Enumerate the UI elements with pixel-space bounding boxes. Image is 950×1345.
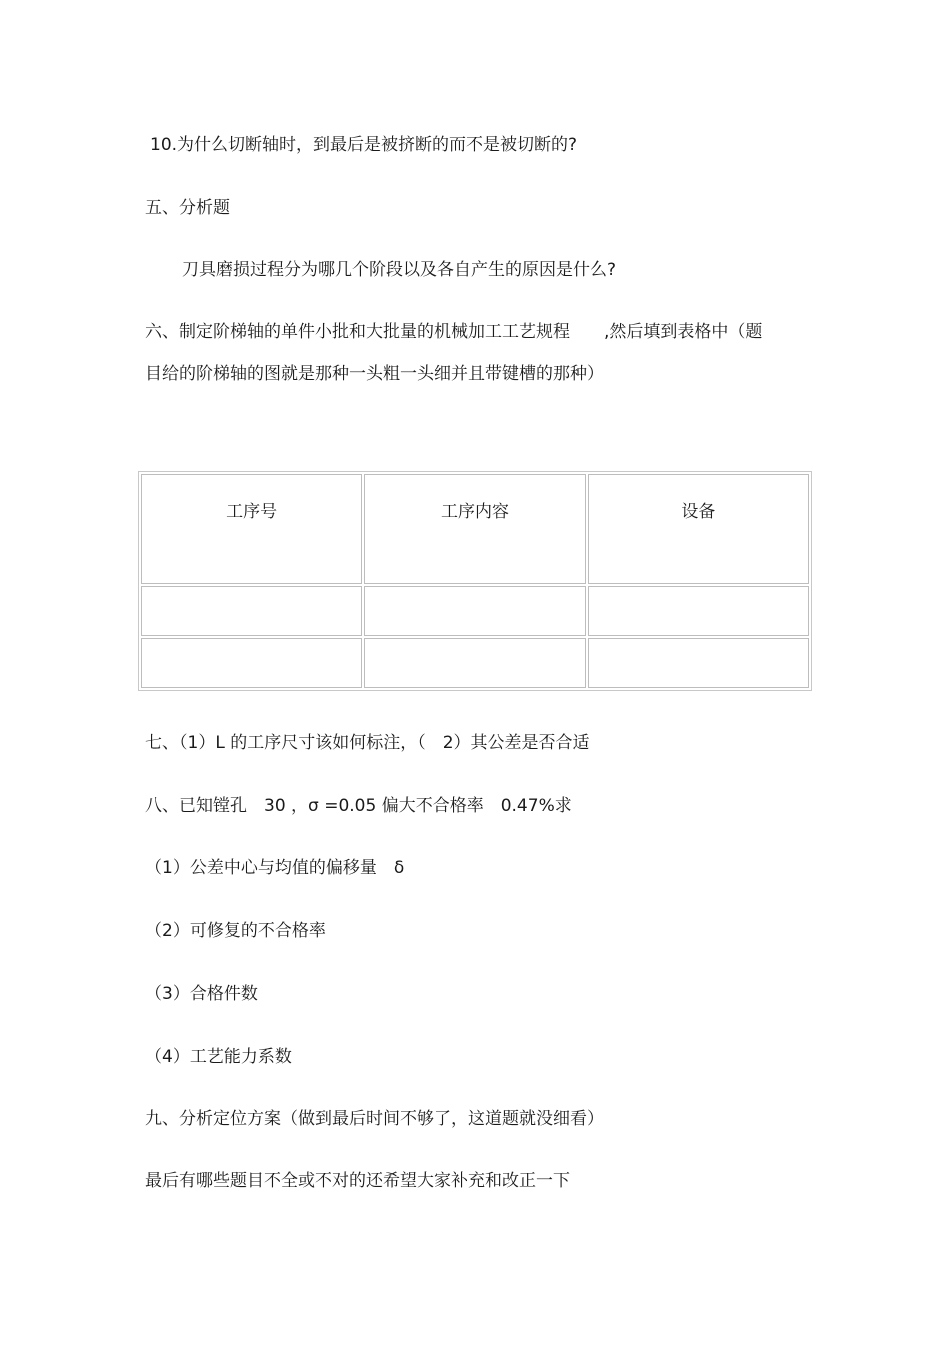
section-8: 八、已知镗孔 30 ，σ =0.05 偏大不合格率 0.47%求 xyxy=(145,796,572,816)
question-10: 10.为什么切断轴时，到最后是被挤断的而不是被切断的? xyxy=(150,135,578,155)
process-table xyxy=(138,471,812,691)
table-cell xyxy=(364,586,585,636)
section-8-item-2: （2）可修复的不合格率 xyxy=(145,921,326,941)
table-cell xyxy=(364,638,585,688)
header-equipment: 设备 xyxy=(588,474,809,584)
section-6-line-1: 六、制定阶梯轴的单件小批和大批量的机械加工工艺规程 ,然后填到表格中（题 xyxy=(145,322,763,342)
section-6-line-2: 目给的阶梯轴的图就是那种一头粗一头细并且带键槽的那种） xyxy=(145,364,604,384)
table-cell xyxy=(588,586,809,636)
table-row xyxy=(141,586,809,636)
section-5-title: 五、分析题 xyxy=(145,198,230,218)
closing-note: 最后有哪些题目不全或不对的还希望大家补充和改正一下 xyxy=(145,1171,570,1191)
section-5-question: 刀具磨损过程分为哪几个阶段以及各自产生的原因是什么? xyxy=(182,260,617,280)
table-cell xyxy=(141,586,362,636)
section-8-item-1: （1）公差中心与均值的偏移量 δ xyxy=(145,858,405,878)
header-process-no: 工序号 xyxy=(141,474,362,584)
section-7: 七、（1）L 的工序尺寸该如何标注，（ 2）其公差是否合适 xyxy=(145,733,590,753)
table-cell xyxy=(141,638,362,688)
table-row xyxy=(141,638,809,688)
header-process-content: 工序内容 xyxy=(364,474,585,584)
section-8-item-3: （3）合格件数 xyxy=(145,984,258,1004)
table-header-row xyxy=(141,474,809,584)
section-8-item-4: （4）工艺能力系数 xyxy=(145,1047,292,1067)
table-cell xyxy=(588,638,809,688)
section-9: 九、分析定位方案（做到最后时间不够了，这道题就没细看） xyxy=(145,1109,604,1129)
